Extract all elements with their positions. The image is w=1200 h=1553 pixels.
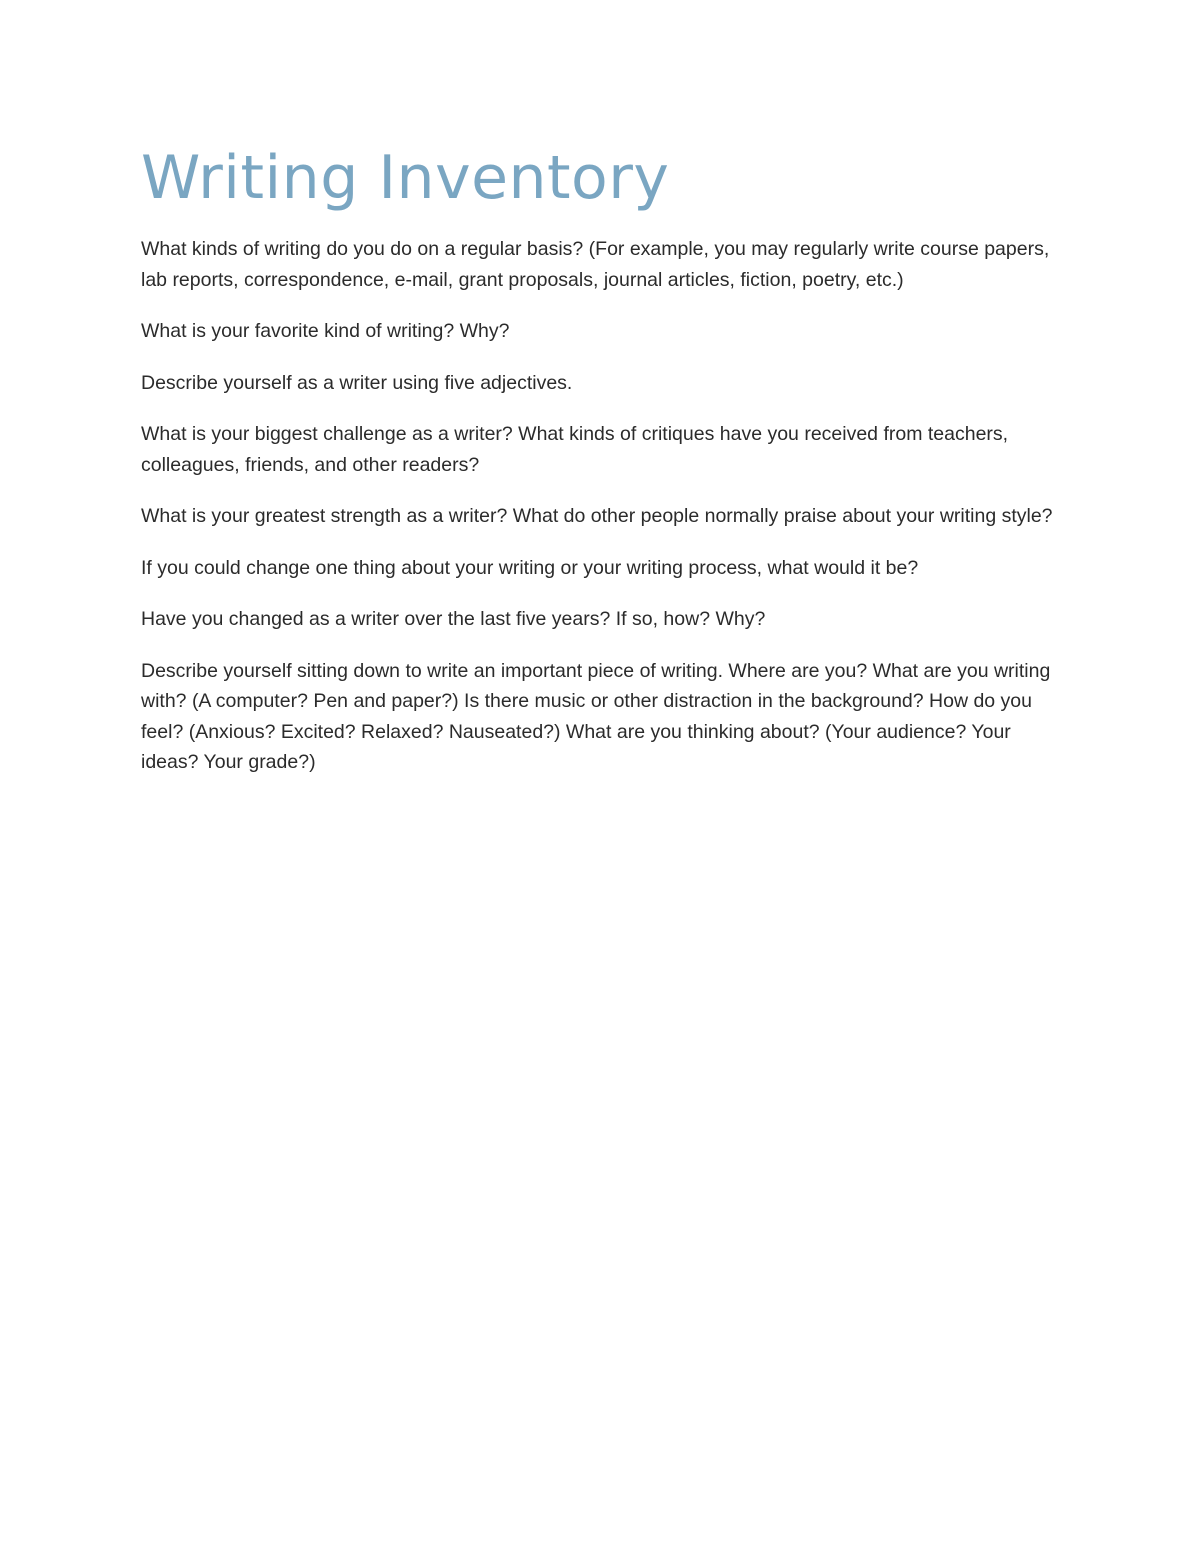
document-title: Writing Inventory [141, 143, 670, 213]
question-paragraph-3: Describe yourself as a writer using five adjectives. [141, 371, 573, 394]
question-paragraph-5: What is your greatest strength as a writer? What do other people normally praise about your writing style? [141, 505, 1053, 527]
question-paragraph-2: What is your favorite kind of writing? Why? [141, 320, 510, 342]
question-paragraph-6: If you could change one thing about your writing or your writing process, what would it be? [141, 556, 919, 579]
question-paragraph-1: What kinds of writing do you do on a regular basis? (For example, you may regularly write course papers, lab reports, correspondence, e-mail, grant proposals, journal articles, fiction, poetry, etc.) [141, 238, 1050, 291]
document-body [141, 140, 1061, 799]
question-paragraph-4: What is your biggest challenge as a writer? What kinds of critiques have you received from teachers, colleagues, friends, and other readers? [141, 423, 1009, 476]
question-paragraph-8: Describe yourself sitting down to write an important piece of writing. Where are you? What are you writing with? (A computer? Pen and paper?) Is there music or other distraction in the background? How do you feel? (Anxious? Excited? Relaxed? Nauseated?) What are you thinking about? (Your audience? Your ideas? Your grade?) [141, 659, 1051, 773]
question-paragraph-7: Have you changed as a writer over the last five years? If so, how? Why? [141, 608, 766, 630]
